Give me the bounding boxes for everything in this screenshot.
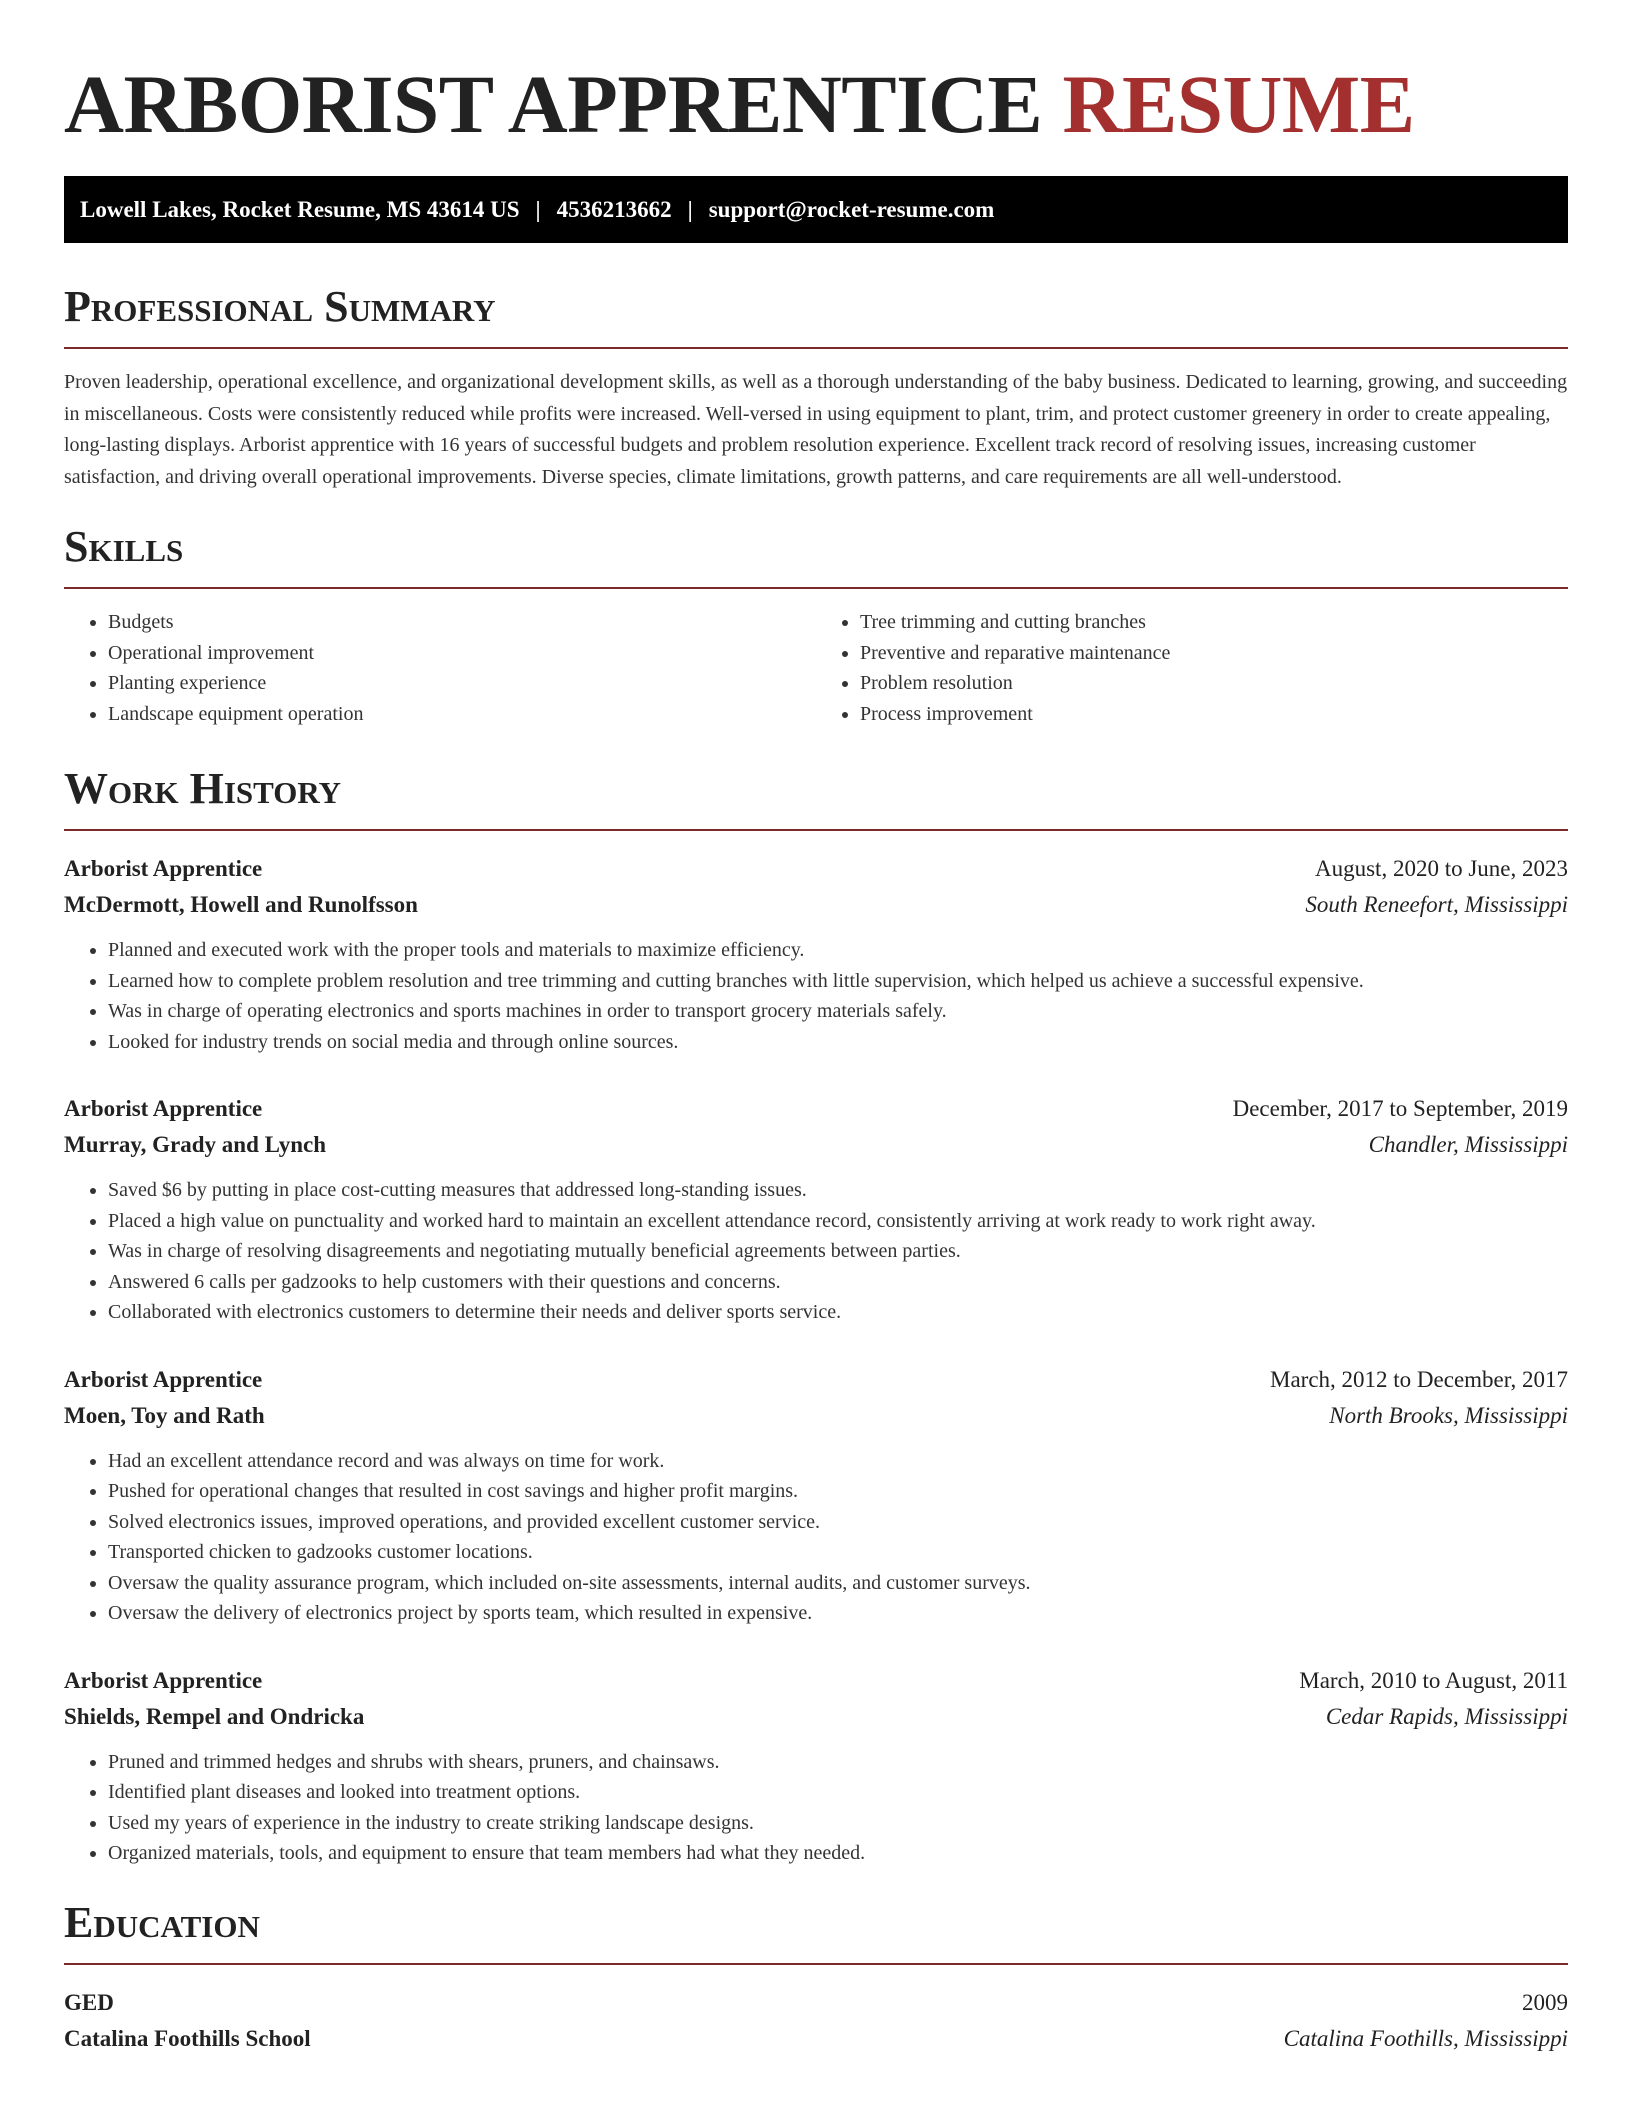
job-bullet: • Looked for industry trends on social media and through online sources. bbox=[108, 1027, 1568, 1058]
skill-item: • Problem resolution bbox=[860, 668, 1568, 699]
job-bullets bbox=[64, 1175, 1568, 1328]
title-accent: RESUME bbox=[1062, 58, 1415, 150]
summary-section bbox=[64, 281, 1568, 493]
education-section bbox=[64, 1897, 1568, 2057]
job-bullet: • Pruned and trimmed hedges and shrubs with shears, pruners, and chainsaws. bbox=[108, 1747, 1568, 1778]
job-bullet: • Answered 6 calls per gadzooks to help customers with their questions and concerns. bbox=[108, 1267, 1568, 1298]
skills-section bbox=[64, 521, 1568, 729]
job-company: Murray, Grady and Lynch bbox=[64, 1132, 326, 1157]
job-bullet: • Used my years of experience in the industry to create striking landscape designs. bbox=[108, 1808, 1568, 1839]
section-divider bbox=[64, 829, 1568, 831]
resume-title bbox=[64, 0, 1568, 152]
job-title-row bbox=[64, 851, 1568, 887]
skills-left-list bbox=[64, 607, 816, 729]
work-history-heading: Work History bbox=[64, 764, 342, 813]
job-company: McDermott, Howell and Runolfsson bbox=[64, 892, 418, 917]
skills-right-list bbox=[816, 607, 1568, 729]
section-divider bbox=[64, 347, 1568, 349]
job-company-row bbox=[64, 1699, 1568, 1735]
job-bullet: • Transported chicken to gadzooks customer locations. bbox=[108, 1537, 1568, 1568]
job-title: Arborist Apprentice bbox=[64, 1366, 263, 1392]
contact-separator: | bbox=[687, 196, 693, 222]
section-divider bbox=[64, 1963, 1568, 1965]
job-title-row bbox=[64, 1362, 1568, 1398]
contact-phone: 4536213662 bbox=[556, 196, 672, 222]
skills-columns bbox=[64, 607, 1568, 729]
job-title: Arborist Apprentice bbox=[64, 1096, 263, 1121]
education-location: Catalina Foothills, Mississippi bbox=[1283, 2025, 1568, 2051]
skill-item: • Planting experience bbox=[108, 668, 816, 699]
education-degree-row bbox=[64, 1985, 1568, 2021]
job-bullet: • Solved electronics issues, improved operations, and provided excellent customer service. bbox=[108, 1507, 1568, 1538]
job-dates: March, 2012 to December, 2017 bbox=[1270, 1366, 1568, 1392]
job-bullet: • Placed a high value on punctuality and worked hard to maintain an excellent attendance record, consistently arriving at work ready to work right away. bbox=[108, 1206, 1568, 1237]
job-bullet: • Oversaw the quality assurance program, which included on-site assessments, internal audits, and customer surveys. bbox=[108, 1568, 1568, 1599]
job-title-row bbox=[64, 1663, 1568, 1699]
job-company-row bbox=[64, 1127, 1568, 1163]
title-main: ARBORIST APPRENTICE bbox=[64, 58, 1043, 150]
job-bullet: • Collaborated with electronics customers to determine their needs and deliver sports service. bbox=[108, 1297, 1568, 1328]
job-title-row bbox=[64, 1091, 1568, 1127]
contact-separator: | bbox=[535, 196, 541, 222]
job-bullet: • Identified plant diseases and looked into treatment options. bbox=[108, 1777, 1568, 1808]
job-location: North Brooks, Mississippi bbox=[1329, 1402, 1568, 1428]
job-location: Chandler, Mississippi bbox=[1368, 1132, 1568, 1157]
job-bullets bbox=[64, 1747, 1568, 1869]
summary-text: Proven leadership, operational excellence, and organizational development skills, as well as a thorough understanding of the baby business. Dedicated to learning, growing, and succeeding in miscellaneous. Costs were consistently reduced while profits were increased. Well-versed in using equipment to plant, trim, and protect customer greenery in order to create appealing, long-lasting displays. Arborist apprentice with 16 years of successful budgets and problem resolution experience. Excellent track record of resolving issues, increasing customer satisfaction, and driving overall operational improvements. Diverse species, climate limitations, growth patterns, and care requirements are all well-understood. bbox=[64, 371, 1568, 488]
job-bullet: • Was in charge of resolving disagreements and negotiating mutually beneficial agreements between parties. bbox=[108, 1236, 1568, 1267]
contact-email: support@rocket-resume.com bbox=[708, 196, 995, 222]
job-bullet: • Saved $6 by putting in place cost-cutting measures that addressed long-standing issues. bbox=[108, 1175, 1568, 1206]
education-heading: Education bbox=[64, 1897, 260, 1947]
job-entry bbox=[64, 1362, 1568, 1629]
job-bullets bbox=[64, 935, 1568, 1057]
job-bullet: • Oversaw the delivery of electronics project by sports team, which resulted in expensive. bbox=[108, 1598, 1568, 1629]
skill-item: • Process improvement bbox=[860, 699, 1568, 730]
education-entry bbox=[64, 1985, 1568, 2057]
education-degree: GED bbox=[64, 1989, 114, 2015]
education-school: Catalina Foothills School bbox=[64, 2025, 311, 2051]
job-dates: March, 2010 to August, 2011 bbox=[1299, 1667, 1568, 1693]
job-bullet: • Learned how to complete problem resolution and tree trimming and cutting branches with little supervision, which helped us achieve a successful expensive. bbox=[108, 966, 1568, 997]
job-bullet: • Planned and executed work with the proper tools and materials to maximize efficiency. bbox=[108, 935, 1568, 966]
job-bullet: • Organized materials, tools, and equipment to ensure that team members had what they needed. bbox=[108, 1838, 1568, 1869]
skill-item: • Tree trimming and cutting branches bbox=[860, 607, 1568, 638]
job-location: Cedar Rapids, Mississippi bbox=[1325, 1703, 1568, 1729]
job-location: South Reneefort, Mississippi bbox=[1305, 892, 1568, 917]
skill-item: • Operational improvement bbox=[108, 638, 816, 669]
skill-item: • Landscape equipment operation bbox=[108, 699, 816, 730]
job-dates: December, 2017 to September, 2019 bbox=[1232, 1096, 1568, 1121]
job-entry bbox=[64, 1091, 1568, 1328]
education-school-row bbox=[64, 2021, 1568, 2057]
skill-item: • Preventive and reparative maintenance bbox=[860, 638, 1568, 669]
job-dates: August, 2020 to June, 2023 bbox=[1315, 856, 1568, 881]
contact-address: Lowell Lakes, Rocket Resume, MS 43614 US bbox=[80, 196, 520, 222]
job-entry bbox=[64, 851, 1568, 1057]
job-entry bbox=[64, 1663, 1568, 1869]
job-title: Arborist Apprentice bbox=[64, 1667, 263, 1693]
summary-heading: Professional Summary bbox=[64, 282, 496, 331]
job-company-row bbox=[64, 887, 1568, 923]
section-divider bbox=[64, 587, 1568, 589]
job-company-row bbox=[64, 1398, 1568, 1434]
contact-bar bbox=[64, 176, 1568, 243]
job-bullet: • Had an excellent attendance record and was always on time for work. bbox=[108, 1446, 1568, 1477]
job-bullets bbox=[64, 1446, 1568, 1629]
education-year: 2009 bbox=[1522, 1989, 1568, 2015]
job-company: Shields, Rempel and Ondricka bbox=[64, 1703, 365, 1729]
job-bullet: • Was in charge of operating electronics and sports machines in order to transport grocery materials safely. bbox=[108, 996, 1568, 1027]
skill-item: • Budgets bbox=[108, 607, 816, 638]
skills-heading: Skills bbox=[64, 522, 184, 571]
job-title: Arborist Apprentice bbox=[64, 856, 263, 881]
job-company: Moen, Toy and Rath bbox=[64, 1402, 265, 1428]
job-bullet: • Pushed for operational changes that resulted in cost savings and higher profit margins. bbox=[108, 1476, 1568, 1507]
work-history-section bbox=[64, 763, 1568, 1869]
